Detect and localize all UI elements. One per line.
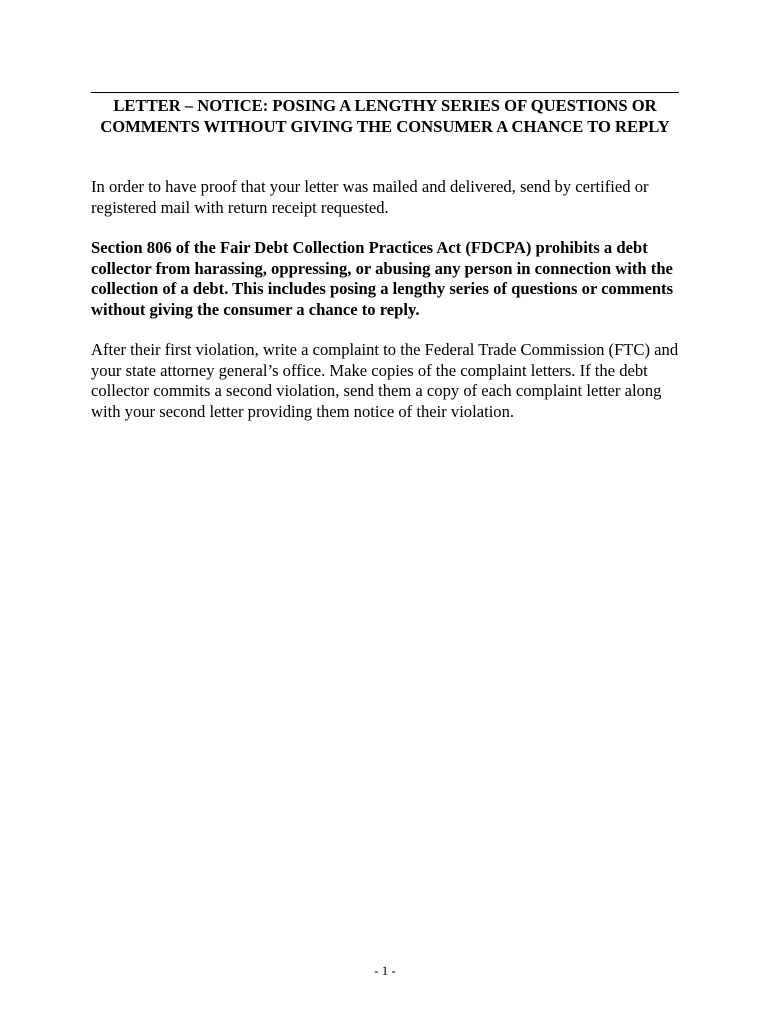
- instruction-paragraph: In order to have proof that your letter was mailed and delivered, send by certified or registered mail with return receipt requested.: [91, 177, 649, 217]
- complaint-guidance-paragraph: After their first violation, write a complaint to the Federal Trade Commission (FTC) and your state attorney general’s office. Make copies of the complaint letters. If the debt collector commits a second violation, send them a copy of each complaint letter along with your second letter providing them notice of their violation.: [91, 340, 679, 421]
- fdcpa-section-paragraph: Section 806 of the Fair Debt Collection Practices Act (FDCPA) prohibits a debt collector from harassing, oppressing, or abusing any person in connection with the collection of a debt. This includes posing a lengthy series of questions or comments without giving the consumer a chance to reply.: [91, 238, 674, 319]
- header-rule: [91, 92, 679, 93]
- page-number: - 1 -: [374, 963, 396, 978]
- document-title: LETTER – NOTICE: POSING A LENGTHY SERIES OF QUESTIONS OR COMMENTS WITHOUT GIVING THE CONSUMER A CHANCE TO REPLY: [100, 96, 670, 136]
